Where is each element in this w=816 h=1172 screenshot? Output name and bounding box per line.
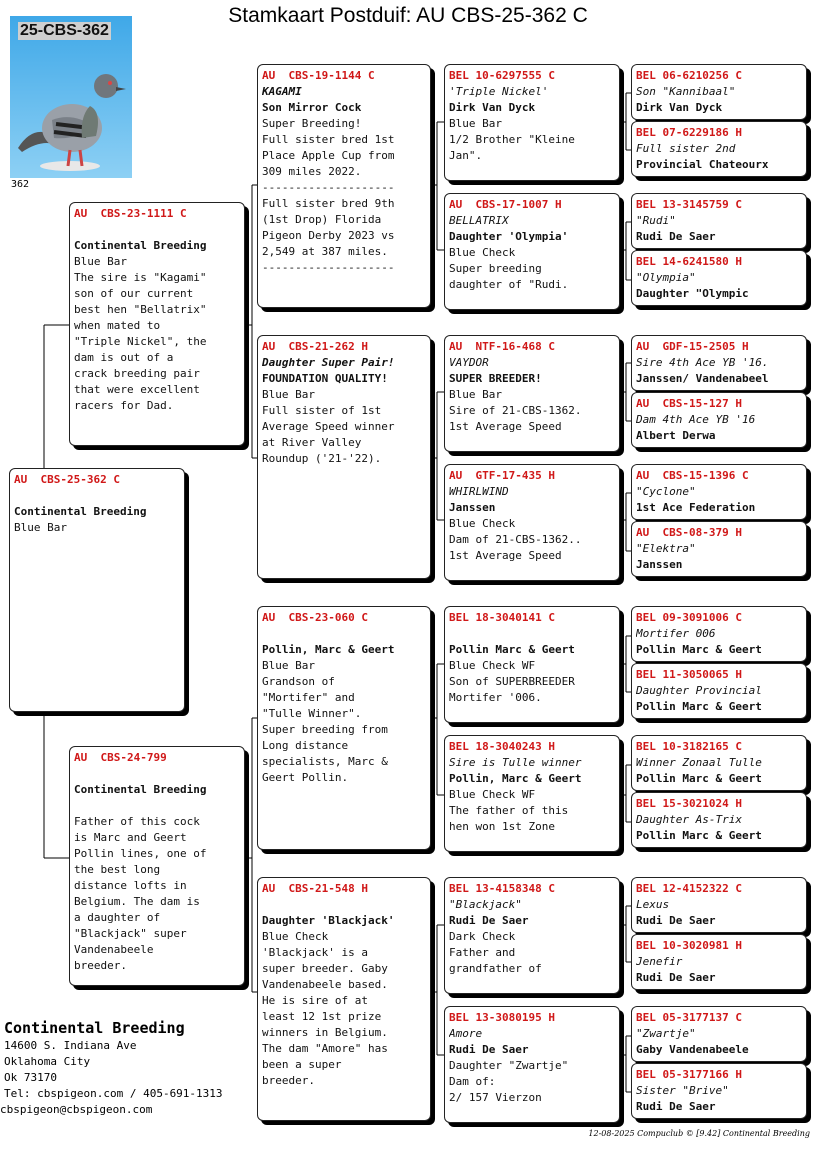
pedigree-text-line: Pollin, Marc & Geert (449, 772, 582, 785)
pedigree-text-line: "Elektra" (636, 542, 696, 555)
pedigree-text-line: Pigeon Derby 2023 vs (262, 229, 395, 242)
pedigree-gg-grandparent (631, 1006, 807, 1062)
pedigree-text-line: Full sister of 1st (262, 404, 382, 417)
ring-number: AU CBS-24-799 (74, 751, 167, 764)
pedigree-text-line: Daughter Provincial (636, 684, 762, 697)
ring-number: BEL 07-6229186 H (636, 126, 742, 139)
pedigree-subject (9, 468, 185, 712)
pedigree-text-line: Dam of 21-CBS-1362.. (449, 533, 582, 546)
breeder-address-line: 14600 S. Indiana Ave (4, 1039, 137, 1052)
pedigree-text-line: Average Speed winner (262, 420, 395, 433)
pedigree-text-line: -------------------- (262, 181, 395, 194)
pedigree-text-line: super breeder. Gaby (262, 962, 388, 975)
pedigree-text-line: Dirk Van Dyck (636, 101, 723, 114)
pedigree-text-line: Dark Check (449, 930, 516, 943)
pedigree-text-line: Janssen (636, 558, 683, 571)
ring-number: AU CBS-15-127 H (636, 397, 742, 410)
pedigree-text-line: Father and (449, 946, 516, 959)
ring-number: BEL 13-4158348 C (449, 882, 555, 895)
pedigree-text-line: Blue Bar (14, 521, 67, 534)
pedigree-text-line (14, 488, 180, 504)
pedigree-text-line: Rudi De Saer (636, 1100, 716, 1113)
pedigree-gg-grandparent (631, 735, 807, 791)
pedigree-text-line: Sire is Tulle winner (449, 756, 582, 769)
pedigree-text-line: Jan". (449, 149, 483, 162)
pedigree-text-line: Full sister 2nd (636, 142, 736, 155)
breeder-name: Continental Breeding (4, 1019, 185, 1037)
pedigree-text-line: The dam "Amore" has (262, 1042, 388, 1055)
pedigree-text-line: Blue Bar (74, 255, 127, 268)
pedigree-granddam-paternal (257, 335, 431, 579)
ring-number: AU GTF-17-435 H (449, 469, 555, 482)
breeder-state-line: Ok 73170 (4, 1071, 57, 1084)
ring-number: AU GDF-15-2505 H (636, 340, 749, 353)
pedigree-text-line: Rudi De Saer (636, 971, 716, 984)
pedigree-text-line: Jenefir (636, 955, 683, 968)
pedigree-text-line: 'Blackjack' is a (262, 946, 368, 959)
pedigree-text-line: distance lofts in (74, 879, 187, 892)
pedigree-text-line: Son "Kannibaal" (636, 85, 736, 98)
pedigree-text-line: "Cyclone" (636, 485, 696, 498)
pedigree-gg-grandparent (631, 877, 807, 933)
photo-caption: 362 (11, 179, 30, 190)
pedigree-text-line: Winner Zonaal Tulle (636, 756, 762, 769)
pedigree-text-line: Rudi De Saer (636, 230, 716, 243)
pedigree-text-line: Blue Bar (262, 659, 315, 672)
pedigree-text-line: BELLATRIX (449, 214, 509, 227)
pedigree-text-line: Continental Breeding (74, 239, 207, 252)
pedigree-text-line: "Blackjack" super (74, 927, 187, 940)
pedigree-text-line: son of our current (74, 287, 194, 300)
breeder-email-line: cbspigeon@cbspigeon.com (0, 1103, 153, 1116)
pedigree-text-line: Mortifer 006 (636, 627, 716, 640)
pedigree-great-grandparent (444, 464, 620, 581)
pedigree-text-line: Place Apple Cup from (262, 149, 395, 162)
pedigree-granddam-maternal (257, 877, 431, 1121)
pedigree-text-line: is Marc and Geert (74, 831, 187, 844)
pedigree-gg-grandparent (631, 392, 807, 448)
pedigree-text-line: Son Mirror Cock (262, 101, 362, 114)
ring-number: BEL 10-3182165 C (636, 740, 742, 753)
pedigree-text-line: Dam 4th Ace YB '16 (636, 413, 756, 426)
pedigree-text-line: at River Valley (262, 436, 362, 449)
pedigree-text-line: "Olympia" (636, 271, 696, 284)
pedigree-text-line: when mated to (74, 319, 161, 332)
pedigree-text-line (74, 798, 240, 814)
pedigree-text-line: Janssen (449, 501, 496, 514)
pedigree-text-line (74, 766, 240, 782)
pedigree-text-line: best hen "Bellatrix" (74, 303, 207, 316)
pedigree-text-line: Daughter As-Trix (636, 813, 742, 826)
ring-number: BEL 05-3177166 H (636, 1068, 742, 1081)
pedigree-text-line: breeder. (262, 1074, 315, 1087)
pedigree-text-line: Rudi De Saer (449, 1043, 529, 1056)
ring-number: BEL 18-3040243 H (449, 740, 555, 753)
pedigree-gg-grandparent (631, 606, 807, 662)
pedigree-text-line: least 12 1st prize (262, 1010, 382, 1023)
pedigree-text-line: Pollin, Marc & Geert (262, 643, 395, 656)
pedigree-text-line (262, 626, 426, 642)
pedigree-great-grandparent (444, 1006, 620, 1123)
pedigree-text-line: Daughter "Zwartje" (449, 1059, 569, 1072)
pedigree-text-line: 1st Ace Federation (636, 501, 756, 514)
pedigree-great-grandparent (444, 606, 620, 723)
pedigree-text-line: "Mortifer" and (262, 691, 355, 704)
ring-number: BEL 18-3040141 C (449, 611, 555, 624)
pedigree-text-line: He is sire of at (262, 994, 368, 1007)
pedigree-text-line: Daughter "Olympic (636, 287, 749, 300)
pedigree-text-line: 'Triple Nickel' (449, 85, 549, 98)
pedigree-text-line: Full sister bred 9th (262, 197, 395, 210)
pedigree-text-line: The sire is "Kagami" (74, 271, 207, 284)
ring-number: AU CBS-23-1111 C (74, 207, 187, 220)
pedigree-text-line: Gaby Vandenabeele (636, 1043, 749, 1056)
pedigree-text-line: "Rudi" (636, 214, 676, 227)
pedigree-text-line: -------------------- (262, 261, 395, 274)
pedigree-text-line: Blue Check (262, 930, 329, 943)
pedigree-text-line: Blue Check (449, 517, 516, 530)
pedigree-text-line: Geert Pollin. (262, 771, 349, 784)
pedigree-grandsire-maternal (257, 606, 431, 850)
pedigree-sire (69, 202, 245, 446)
pedigree-text-line: Blue Check WF (449, 659, 536, 672)
ring-number: BEL 06-6210256 C (636, 69, 742, 82)
pedigree-gg-grandparent (631, 663, 807, 719)
pedigree-text-line (449, 626, 615, 642)
page-title: Stamkaart Postduif: AU CBS-25-362 C (228, 4, 588, 27)
pedigree-text-line: Lexus (636, 898, 670, 911)
ring-number: AU CBS-21-262 H (262, 340, 368, 353)
ring-number: BEL 11-3050065 H (636, 668, 742, 681)
pedigree-text-line (74, 222, 240, 238)
pedigree-great-grandparent (444, 64, 620, 181)
ring-number: BEL 13-3145759 C (636, 198, 742, 211)
pedigree-text-line: 1/2 Brother "Kleine (449, 133, 575, 146)
pedigree-gg-grandparent (631, 121, 807, 177)
pedigree-gg-grandparent (631, 464, 807, 520)
pedigree-text-line: KAGAMI (262, 85, 302, 98)
pedigree-text-line: grandfather of (449, 962, 542, 975)
pedigree-text-line: Rudi De Saer (636, 914, 716, 927)
pedigree-text-line: that were excellent (74, 383, 200, 396)
pedigree-text-line: Vandenabeele based. (262, 978, 388, 991)
pedigree-text-line: "Tulle Winner". (262, 707, 362, 720)
pedigree-text-line: Son of SUPERBREEDER (449, 675, 575, 688)
pedigree-text-line: Dam of: (449, 1075, 496, 1088)
pedigree-text-line: Mortifer '006. (449, 691, 542, 704)
pedigree-text-line: Super Breeding! (262, 117, 362, 130)
pedigree-text-line: Provincial Chateourx (636, 158, 769, 171)
ring-number: BEL 05-3177137 C (636, 1011, 742, 1024)
pedigree-gg-grandparent (631, 934, 807, 990)
pedigree-text-line: Rudi De Saer (449, 914, 529, 927)
pedigree-text-line: hen won 1st Zone (449, 820, 555, 833)
pedigree-text-line: racers for Dad. (74, 399, 174, 412)
pedigree-text-line: specialists, Marc & (262, 755, 388, 768)
pedigree-text-line: a daughter of (74, 911, 161, 924)
ring-number: AU CBS-21-548 H (262, 882, 368, 895)
pedigree-text-line: crack breeding pair (74, 367, 200, 380)
ring-number: AU CBS-17-1007 H (449, 198, 562, 211)
pedigree-text-line: Sister "Brive" (636, 1084, 729, 1097)
pedigree-text-line: Belgium. The dam is (74, 895, 200, 908)
pedigree-text-line: daughter of "Rudi. (449, 278, 569, 291)
pedigree-text-line: Super breeding (449, 262, 542, 275)
ring-number: AU CBS-25-362 C (14, 473, 120, 486)
pedigree-text-line: Roundup ('21-'22). (262, 452, 382, 465)
ring-number: BEL 10-6297555 C (449, 69, 555, 82)
ring-number: BEL 14-6241580 H (636, 255, 742, 268)
pedigree-text-line: Vandenabeele (74, 943, 154, 956)
pedigree-text-line: (1st Drop) Florida (262, 213, 382, 226)
pedigree-gg-grandparent (631, 64, 807, 120)
breeder-phone-line: Tel: cbspigeon.com / 405-691-1313 (4, 1087, 223, 1100)
pedigree-text-line: Blue Bar (449, 117, 502, 130)
ring-number: BEL 15-3021024 H (636, 797, 742, 810)
pedigree-text-line: Blue Check WF (449, 788, 536, 801)
pedigree-text-line: Pollin Marc & Geert (636, 643, 762, 656)
pedigree-text-line: breeder. (74, 959, 127, 972)
pedigree-text-line: Janssen/ Vandenabeel (636, 372, 769, 385)
pedigree-text-line: 1st Average Speed (449, 420, 562, 433)
pedigree-gg-grandparent (631, 335, 807, 391)
pedigree-text-line: Long distance (262, 739, 349, 752)
pedigree-text-line: Pollin lines, one of (74, 847, 207, 860)
pedigree-text-line: Daughter Super Pair! (262, 356, 395, 369)
pedigree-gg-grandparent (631, 193, 807, 249)
pedigree-text-line: Continental Breeding (74, 783, 207, 796)
pedigree-great-grandparent (444, 335, 620, 452)
ring-number: AU CBS-08-379 H (636, 526, 742, 539)
pedigree-great-grandparent (444, 877, 620, 994)
pedigree-text-line: Blue Bar (262, 388, 315, 401)
pedigree-text-line: WHIRLWIND (449, 485, 509, 498)
pedigree-text-line (262, 897, 426, 913)
pedigree-text-line: Full sister bred 1st (262, 133, 395, 146)
pedigree-text-line: Daughter 'Olympia' (449, 230, 569, 243)
pedigree-text-line: Pollin Marc & Geert (449, 643, 575, 656)
pedigree-text-line: been a super (262, 1058, 342, 1071)
pedigree-text-line: "Blackjack" (449, 898, 522, 911)
pedigree-text-line: SUPER BREEDER! (449, 372, 542, 385)
pedigree-great-grandparent (444, 193, 620, 310)
pedigree-text-line: Blue Bar (449, 388, 502, 401)
pedigree-text-line: Continental Breeding (14, 505, 147, 518)
ring-number: BEL 09-3091006 C (636, 611, 742, 624)
pedigree-gg-grandparent (631, 250, 807, 306)
pedigree-text-line: Super breeding from (262, 723, 388, 736)
pedigree-grandsire-paternal (257, 64, 431, 308)
pedigree-text-line: FOUNDATION QUALITY! (262, 372, 388, 385)
ring-number: AU NTF-16-468 C (449, 340, 555, 353)
pedigree-text-line: the best long (74, 863, 161, 876)
ring-number: AU CBS-15-1396 C (636, 469, 749, 482)
breeder-info (0, 1018, 223, 1118)
pedigree-great-grandparent (444, 735, 620, 852)
pedigree-gg-grandparent (631, 1063, 807, 1119)
pedigree-text-line: "Zwartje" (636, 1027, 696, 1040)
pedigree-text-line: Blue Check (449, 246, 516, 259)
pedigree-text-line: Sire of 21-CBS-1362. (449, 404, 582, 417)
ring-number: AU CBS-19-1144 C (262, 69, 375, 82)
ring-number: BEL 10-3020981 H (636, 939, 742, 952)
pedigree-text-line: The father of this (449, 804, 569, 817)
print-footer: 12-08-2025 Compuclub © [9.42] Continental Breeding (588, 1129, 810, 1138)
pedigree-text-line: winners in Belgium. (262, 1026, 388, 1039)
pedigree-text-line: Grandson of (262, 675, 335, 688)
ring-number: BEL 13-3080195 H (449, 1011, 555, 1024)
pedigree-text-line: Albert Derwa (636, 429, 716, 442)
pedigree-dam (69, 746, 245, 986)
photo-ring-label: 25-CBS-362 (20, 22, 109, 39)
pedigree-text-line: Amore (449, 1027, 483, 1040)
pedigree-text-line: Daughter 'Blackjack' (262, 914, 395, 927)
pedigree-gg-grandparent (631, 792, 807, 848)
pedigree-text-line: "Triple Nickel", the (74, 335, 207, 348)
ring-number: AU CBS-23-060 C (262, 611, 368, 624)
pedigree-text-line: Father of this cock (74, 815, 200, 828)
pedigree-text-line: 2,549 at 387 miles. (262, 245, 388, 258)
pedigree-gg-grandparent (631, 521, 807, 577)
pedigree-text-line: 1st Average Speed (449, 549, 562, 562)
pedigree-text-line: 2/ 157 Vierzon (449, 1091, 542, 1104)
pedigree-text-line: 309 miles 2022. (262, 165, 362, 178)
pedigree-text-line: Dirk Van Dyck (449, 101, 536, 114)
ring-number: BEL 12-4152322 C (636, 882, 742, 895)
pedigree-text-line: Sire 4th Ace YB '16. (636, 356, 769, 369)
pedigree-text-line: Pollin Marc & Geert (636, 829, 762, 842)
pedigree-text-line: Pollin Marc & Geert (636, 700, 762, 713)
breeder-city-line: Oklahoma City (4, 1055, 91, 1068)
pedigree-text-line: dam is out of a (74, 351, 174, 364)
pedigree-text-line: Pollin Marc & Geert (636, 772, 762, 785)
pedigree-text-line: VAYDOR (449, 356, 489, 369)
